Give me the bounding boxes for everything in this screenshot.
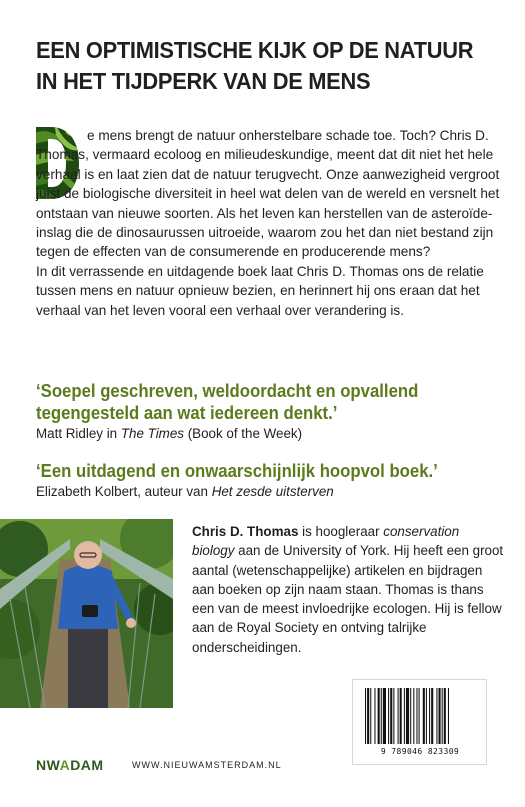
author-field: conservation biology (192, 524, 460, 559)
barcode-bar (381, 688, 382, 744)
barcode-bar (419, 688, 420, 744)
headline-line-2: IN HET TIJDPERK VAN DE MENS (36, 68, 371, 94)
barcode-bar (448, 688, 449, 744)
barcode-bar (367, 688, 369, 744)
quote-1-publication: The Times (120, 426, 184, 441)
barcode-bar (416, 688, 417, 744)
barcode-bar (439, 688, 441, 744)
barcode-bar (444, 688, 446, 744)
publisher-logo (36, 757, 104, 773)
barcode-bar (431, 688, 433, 744)
barcode-bar (393, 688, 394, 744)
author-bio-part-2: aan de University of York. Hij heeft een groot aantal (wetenschappelijke) artikelen en bijdragen aan boeken op zijn naam staan. Thomas is thans een van de meest invloedrijke ecologen. Hij is fellow aan de Royal Society en ontving talrijke onderscheidingen. (192, 543, 504, 655)
barcode-bar (413, 688, 414, 744)
quote-2-source (36, 483, 496, 501)
quote-1-suffix: (Book of the Week) (183, 426, 303, 441)
barcode-bar (423, 688, 425, 744)
author-photo (0, 519, 173, 708)
barcode-bar (410, 688, 411, 744)
publisher-logo-part-2: DAM (70, 757, 104, 773)
barcode-bar (429, 688, 430, 744)
publisher-logo-accent: A (59, 757, 71, 773)
intro-paragraph-1: e mens brengt de natuur onherstelbare schade toe. Toch? Chris D. Thomas, vermaard ecoloog en milieudeskundige, meent dat dit niet het hele verhaal is en laat zien dat de natuur terugvecht. Onze aanwezigheid vergroot juist de biologische diversiteit in heel wat delen van de wereld en versnelt het ontstaan van nieuwe soorten. Als het leven kan herstellen van de asteroïde-inslag die de dinosaurussen uitroeide, waarom zou het dan niet bestand zijn tegen de effecten van de consumerende en producerende mens? (36, 128, 500, 260)
headline-line-1: EEN OPTIMISTISCHE KIJK OP DE NATUUR (36, 37, 474, 63)
barcode-bar (400, 688, 402, 744)
quote-2-text: ‘Een uitdagend en onwaarschijnlijk hoopvol boek.’ (36, 461, 438, 481)
quote-2-publication: Het zesde uitsterven (211, 484, 334, 499)
isbn-barcode (352, 679, 487, 765)
barcode-bar (378, 688, 380, 744)
author-bio (192, 522, 504, 657)
barcode-bar (404, 688, 405, 744)
barcode-bar (442, 688, 443, 744)
barcode-bar (398, 688, 399, 744)
barcode-bar (406, 688, 409, 744)
barcode-bar (383, 688, 386, 744)
barcode-bar (365, 688, 366, 744)
intro-paragraph-2: In dit verrassende en uitdagende boek laat Chris D. Thomas ons de relatie tussen mens en natuur opnieuw bezien, en herinnert hij ons eraan dat het verhaal van het leven vooral een verhaal over verandering is. (36, 263, 484, 318)
author-bio-part-1: is hoogleraar (298, 524, 384, 539)
barcode-bar (426, 688, 427, 744)
quote-1-author: Matt Ridley in (36, 426, 121, 441)
quote-1-text: ‘Soepel geschreven, weldoordacht en opvallend tegengesteld aan wat iedereen denkt.’ (36, 381, 419, 423)
barcode-bar (436, 688, 437, 744)
headline (36, 35, 473, 97)
barcode-bars (353, 680, 486, 746)
intro-text (36, 126, 504, 320)
quote-1-source (36, 425, 496, 443)
isbn-digits: 9 789046 823309 (380, 747, 460, 756)
author-name: Chris D. Thomas (192, 524, 299, 539)
barcode-bar (390, 688, 392, 744)
publisher-logo-part-1: NW (36, 757, 60, 773)
barcode-bar (370, 688, 371, 744)
barcode-bar (388, 688, 389, 744)
publisher-website: WWW.NIEUWAMSTERDAM.NL (132, 760, 282, 770)
barcode-bar (374, 688, 375, 744)
quote-2-author: Elizabeth Kolbert, auteur van (36, 484, 212, 499)
